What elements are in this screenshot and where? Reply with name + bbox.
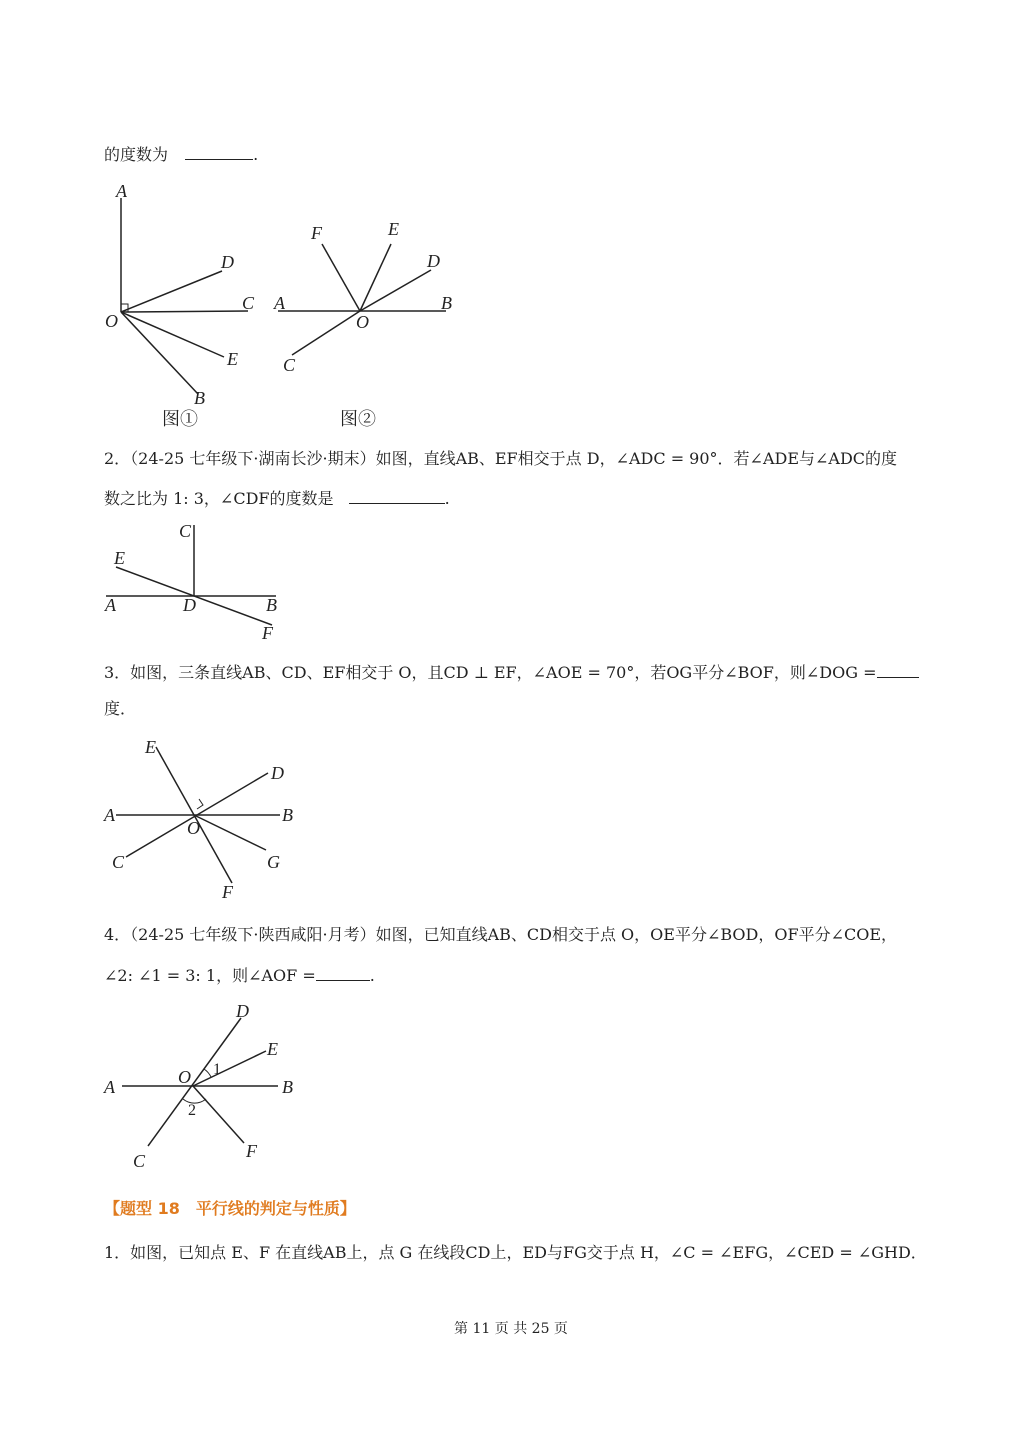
label-e: E <box>114 548 125 568</box>
label-b: B <box>282 805 293 825</box>
label-c: C <box>179 521 192 541</box>
right-angle-mark <box>197 799 203 809</box>
section-heading: 【题型 18 平行线的判定与性质】 <box>104 1199 356 1218</box>
q18-1-line: 1．如图，已知点 E、F 在直线AB上，点 G 在线段CD上，ED与FG交于点 H，∠C = ∠EFG，∠CED = ∠GHD． <box>104 1243 927 1262</box>
ray-oe <box>121 312 224 357</box>
caption-fig2: 图② <box>340 409 376 429</box>
label-c: C <box>112 852 125 872</box>
label-f: F <box>311 223 322 243</box>
ray-oe <box>360 244 391 311</box>
ray-oc <box>292 311 360 355</box>
q4-line1: 4．（24-25 七年级下·陕西咸阳·月考）如图，已知直线AB、CD相交于点 O，OE平分∠BOD，OF平分∠COE， <box>104 925 898 944</box>
ray-oc <box>121 311 248 312</box>
answer-blank <box>316 964 370 981</box>
label-a: A <box>104 1077 115 1097</box>
label-d: D <box>221 252 234 272</box>
q2-line2: 数之比为 1: 3，∠CDF的度数是 . <box>104 489 450 508</box>
label-f: F <box>246 1141 257 1161</box>
ray-of <box>193 1086 244 1143</box>
label-a: A <box>105 595 116 615</box>
label-c: C <box>242 293 255 313</box>
q3-line1: 3．如图，三条直线AB、CD、EF相交于 O，且CD ⊥ EF，∠AOE = 70°，若OG平分∠BOF，则∠DOG = <box>104 661 919 683</box>
label-angle1: 1 <box>213 1061 221 1078</box>
q3-line2: 度． <box>104 699 137 718</box>
q2-line1: 2．（24-25 七年级下·湖南长沙·期末）如图，直线AB、EF相交于点 D，∠ADC = 90°．若∠ADE与∠ADC的度 <box>104 449 898 468</box>
label-angle2: 2 <box>188 1102 196 1119</box>
figure-q2 <box>96 515 296 650</box>
page-footer: 第 11 页 共 25 页 <box>454 1321 568 1337</box>
label-f: F <box>222 882 233 902</box>
figure-1 <box>96 178 276 433</box>
line-cd <box>148 1018 241 1146</box>
figure-q3 <box>96 730 306 905</box>
label-e: E <box>388 219 399 239</box>
label-o: O <box>187 818 200 838</box>
label-e: E <box>267 1039 278 1059</box>
ray-of <box>322 244 360 311</box>
answer-blank <box>877 661 919 678</box>
label-d: D <box>427 251 440 271</box>
label-c: C <box>283 355 296 375</box>
answer-blank <box>349 487 445 504</box>
q4-line2: ∠2: ∠1 = 3: 1，则∠AOF = . <box>104 966 375 985</box>
label-d: D <box>236 1001 249 1021</box>
intro-text: 的度数为 <box>104 145 169 164</box>
label-f: F <box>262 623 273 643</box>
label-o: O <box>178 1067 191 1087</box>
ray-od <box>360 270 431 311</box>
label-o: O <box>105 311 118 331</box>
label-b: B <box>441 293 452 313</box>
figure-q4 <box>96 995 311 1175</box>
label-a: A <box>116 181 127 201</box>
label-g: G <box>267 852 280 872</box>
caption-fig1: 图① <box>162 409 198 429</box>
label-a: A <box>274 293 285 313</box>
intro-line: 的度数为 . <box>104 145 259 164</box>
ray-od <box>121 271 222 312</box>
label-b: B <box>266 595 277 615</box>
angle1-arc <box>204 1069 211 1077</box>
label-c: C <box>133 1151 146 1171</box>
label-e: E <box>145 737 156 757</box>
label-a: A <box>104 805 115 825</box>
label-e: E <box>227 349 238 369</box>
label-o: O <box>356 312 369 332</box>
ray-ob <box>121 312 198 394</box>
ray-og <box>194 815 266 850</box>
figure-2 <box>270 210 470 432</box>
label-b: B <box>194 388 205 408</box>
label-d: D <box>271 763 284 783</box>
label-d: D <box>183 595 196 615</box>
answer-blank <box>185 143 253 160</box>
label-b: B <box>282 1077 293 1097</box>
